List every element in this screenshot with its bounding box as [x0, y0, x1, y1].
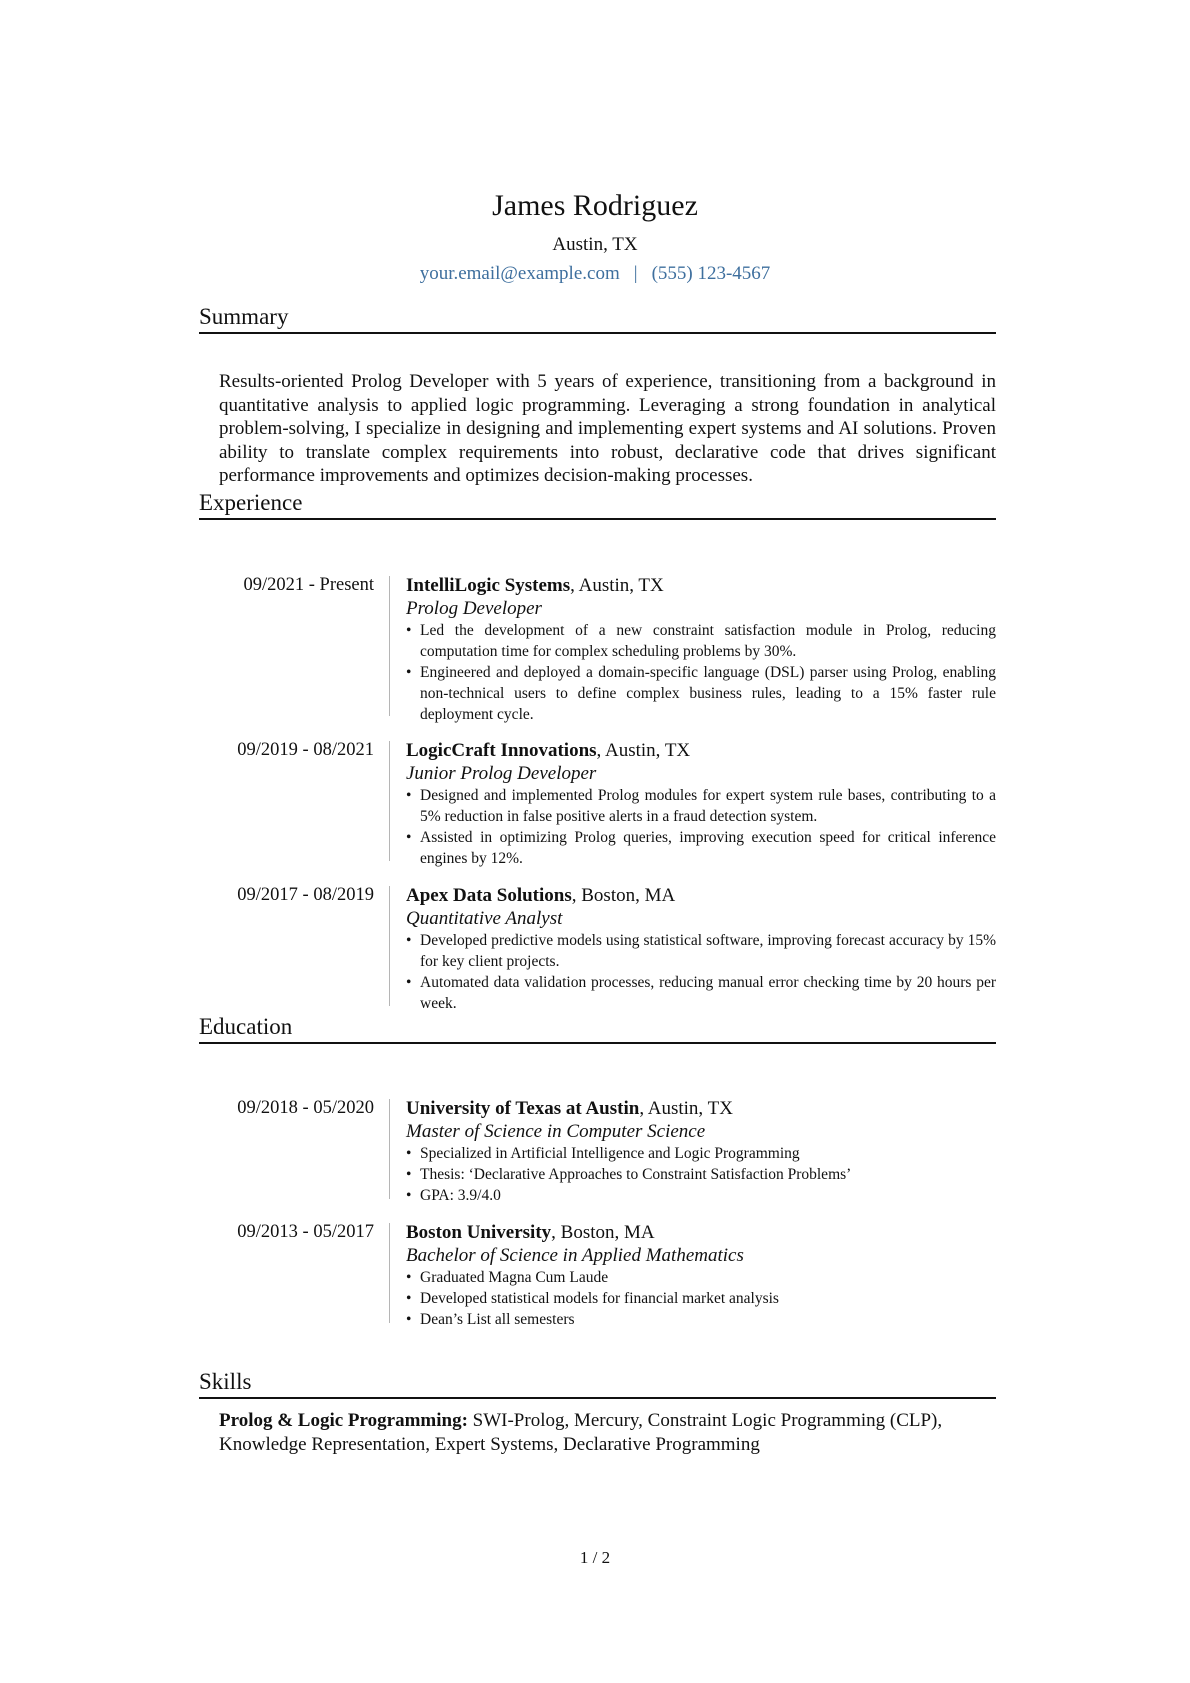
entry-organization	[406, 1097, 996, 1120]
bullet-text: Automated data validation processes, reducing manual error checking time by 20 hours per week.	[420, 974, 996, 1012]
list-item	[406, 785, 996, 827]
entry-role: Bachelor of Science in Applied Mathematics	[406, 1245, 744, 1266]
bullet-icon: •	[406, 1166, 412, 1183]
bullet-text: Designed and implemented Prolog modules for expert system rule bases, contributing to a 5% reduction in false positive alerts in a fraud detection system.	[420, 787, 996, 825]
skills-divider	[199, 1397, 996, 1399]
candidate-location: Austin, TX	[552, 234, 638, 255]
bullet-icon: •	[406, 1311, 412, 1328]
entry-bullets	[406, 1143, 996, 1206]
timeline-line	[389, 741, 390, 861]
organization-name: Apex Data Solutions	[406, 885, 572, 906]
bullet-icon: •	[406, 1269, 412, 1286]
entry-bullets	[406, 620, 996, 725]
timeline-line	[389, 576, 390, 716]
organization-location: , Austin, TX	[639, 1098, 733, 1119]
organization-name: University of Texas at Austin	[406, 1098, 640, 1119]
bullet-icon: •	[406, 1290, 412, 1307]
skills-list: SWI-Prolog, Mercury, Constraint Logic Programming (CLP), Knowledge Representation, Expert Systems, Declarative Programming	[219, 1410, 943, 1455]
bullet-icon: •	[406, 1187, 412, 1204]
education-heading: Education	[199, 1014, 293, 1039]
list-item	[406, 1143, 996, 1164]
entry-date: 09/2013 - 05/2017	[237, 1222, 374, 1242]
list-item	[406, 1288, 996, 1309]
phone-link[interactable]: (555) 123-4567	[651, 263, 771, 284]
entry-role: Junior Prolog Developer	[406, 763, 597, 784]
entry-body	[406, 1097, 996, 1206]
page-indicator: 1 / 2	[579, 1548, 611, 1567]
summary-divider	[199, 332, 996, 334]
bullet-text: Thesis: ‘Declarative Approaches to Constraint Satisfaction Problems’	[420, 1166, 852, 1183]
experience-divider	[199, 518, 996, 520]
list-item	[406, 1267, 996, 1288]
summary-text: Results-oriented Prolog Developer with 5 years of experience, transitioning from a background in quantitative analysis to applied logic programming. Leveraging a strong foundation in analytical problem-solving, I specialize in designing and implementing expert systems and AI solutions. Proven ability to translate complex requirements into robust, declarative code that drives significant performance improvements and optimizes decision-making processes.	[219, 371, 996, 486]
entry-bullets	[406, 930, 996, 1014]
bullet-icon: •	[406, 932, 412, 949]
candidate-name: James Rodriguez	[492, 189, 698, 222]
entry-organization	[406, 1221, 996, 1244]
skills-category-label: Prolog & Logic Programming:	[219, 1410, 468, 1431]
education-divider	[199, 1042, 996, 1044]
timeline-line	[389, 1099, 390, 1199]
list-item	[406, 620, 996, 662]
organization-location: , Austin, TX	[570, 575, 664, 596]
bullet-icon: •	[406, 787, 412, 804]
entry-organization	[406, 574, 996, 597]
list-item	[406, 1185, 996, 1206]
bullet-text: Led the development of a new constraint satisfaction module in Prolog, reducing computation time for complex scheduling problems by 30%.	[420, 622, 996, 660]
bullet-icon: •	[406, 829, 412, 846]
bullet-text: Assisted in optimizing Prolog queries, improving execution speed for critical inference engines by 12%.	[420, 829, 996, 867]
organization-location: , Austin, TX	[596, 740, 691, 761]
entry-bullets	[406, 1267, 996, 1330]
organization-name: LogicCraft Innovations	[406, 740, 597, 761]
organization-name: IntelliLogic Systems	[406, 575, 571, 596]
list-item	[406, 930, 996, 972]
entry-date: 09/2017 - 08/2019	[237, 885, 374, 905]
bullet-text: Developed statistical models for financial market analysis	[420, 1290, 779, 1307]
skills-text	[219, 1409, 1009, 1456]
bullet-icon: •	[406, 664, 412, 681]
entry-role: Quantitative Analyst	[406, 908, 563, 929]
email-link[interactable]: your.email@example.com	[419, 263, 620, 284]
list-item	[406, 662, 996, 725]
contact-line	[0, 262, 1190, 286]
entry-role: Prolog Developer	[406, 598, 542, 619]
bullet-icon: •	[406, 1145, 412, 1162]
list-item	[406, 1164, 996, 1185]
bullet-text: Specialized in Artificial Intelligence and Logic Programming	[420, 1145, 800, 1162]
list-item	[406, 1309, 996, 1330]
entry-bullets	[406, 785, 996, 869]
bullet-text: Developed predictive models using statistical software, improving forecast accuracy by 15% for key client projects.	[420, 932, 996, 970]
bullet-text: GPA: 3.9/4.0	[420, 1187, 501, 1204]
timeline-line	[389, 886, 390, 1006]
contact-separator: |	[633, 263, 638, 284]
bullet-text: Engineered and deployed a domain-specific language (DSL) parser using Prolog, enabling non-technical users to define complex business rules, leading to a 15% faster rule deployment cycle.	[420, 664, 996, 723]
entry-date: 09/2021 - Present	[243, 575, 374, 595]
bullet-icon: •	[406, 622, 412, 639]
list-item	[406, 827, 996, 869]
entry-date: 09/2019 - 08/2021	[237, 740, 374, 760]
list-item	[406, 972, 996, 1014]
timeline-line	[389, 1223, 390, 1323]
entry-organization	[406, 739, 996, 762]
experience-heading: Experience	[199, 490, 303, 515]
entry-date: 09/2018 - 05/2020	[237, 1098, 374, 1118]
skills-heading: Skills	[199, 1369, 252, 1394]
bullet-text: Dean’s List all semesters	[420, 1311, 575, 1328]
organization-name: Boston University	[406, 1222, 552, 1243]
summary-heading: Summary	[199, 304, 289, 329]
entry-body	[406, 884, 996, 1014]
organization-location: , Boston, MA	[551, 1222, 655, 1243]
entry-role: Master of Science in Computer Science	[406, 1121, 706, 1142]
bullet-icon: •	[406, 974, 412, 991]
organization-location: , Boston, MA	[571, 885, 676, 906]
entry-body	[406, 1221, 996, 1330]
entry-body	[406, 739, 996, 869]
bullet-text: Graduated Magna Cum Laude	[420, 1269, 609, 1286]
entry-body	[406, 574, 996, 725]
entry-organization	[406, 884, 996, 907]
